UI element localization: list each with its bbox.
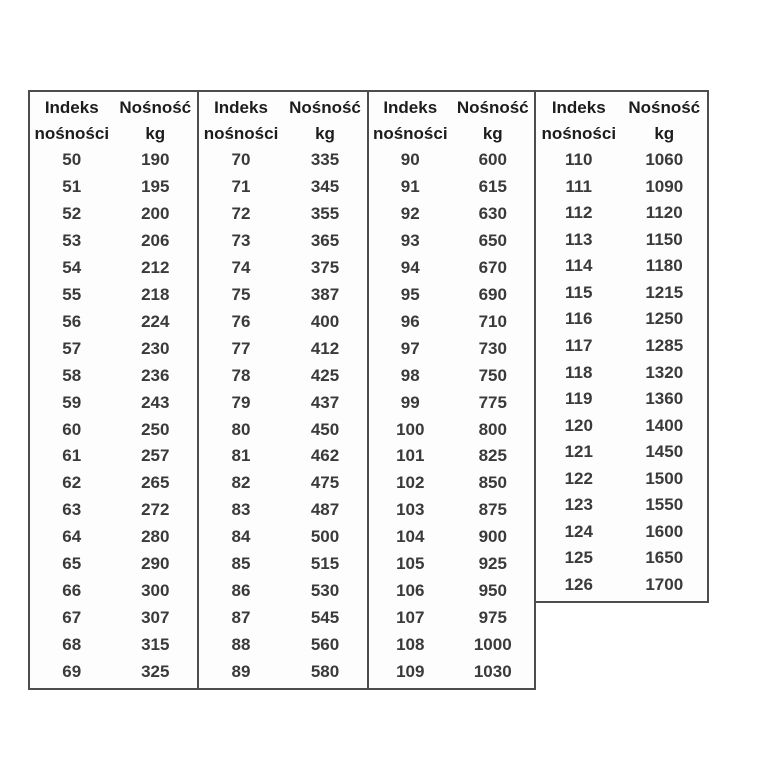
index-cell: 64: [62, 527, 82, 547]
table-row: [199, 308, 367, 335]
index-cell: 99: [400, 392, 420, 412]
header-index-label-line2: nośności: [372, 124, 448, 143]
index-cell: 114: [565, 256, 593, 276]
table-row: [536, 253, 707, 280]
index-cell: 116: [565, 309, 593, 329]
load-kg-cell: 710: [478, 311, 507, 331]
table-row: [369, 658, 534, 685]
index-cell: 117: [565, 335, 593, 355]
load-kg-cell: 1400: [645, 415, 684, 435]
table-row: [199, 443, 367, 470]
load-kg-cell: 365: [310, 231, 340, 251]
table-row: [30, 497, 197, 524]
header-index-label-line2: nośności: [34, 124, 110, 143]
load-kg-cell: 1215: [645, 282, 684, 302]
table-row: [369, 631, 534, 658]
table-row: [369, 362, 534, 389]
index-cell: 70: [231, 150, 251, 170]
table-row: [199, 389, 367, 416]
load-kg-cell: 1450: [645, 442, 684, 462]
load-kg-cell: 775: [478, 392, 507, 412]
table-row: [199, 416, 367, 443]
panel-body: [199, 147, 367, 688]
load-kg-cell: 412: [310, 338, 340, 358]
table-row: [199, 524, 367, 551]
load-kg-cell: 1090: [645, 176, 684, 196]
table-row: [369, 147, 534, 174]
load-kg-cell: 730: [478, 338, 507, 358]
index-cell: 61: [62, 446, 82, 466]
table-row: [369, 308, 534, 335]
load-kg-cell: 335: [310, 150, 340, 170]
index-cell: 75: [231, 284, 251, 304]
index-cell: 109: [396, 661, 425, 681]
table-row: [199, 578, 367, 605]
index-cell: 71: [231, 177, 251, 197]
index-cell: 72: [231, 204, 251, 224]
load-index-panel-50-69: [28, 90, 199, 690]
load-kg-cell: 475: [310, 473, 340, 493]
index-cell: 98: [400, 365, 420, 385]
table-row: [369, 228, 534, 255]
index-cell: 104: [396, 527, 425, 547]
load-kg-cell: 400: [310, 311, 340, 331]
table-row: [536, 386, 707, 413]
table-row: [536, 412, 707, 439]
load-kg-cell: 850: [478, 473, 507, 493]
load-index-panel-90-109: [367, 90, 536, 690]
load-kg-cell: 243: [141, 392, 170, 412]
index-cell: 122: [564, 468, 593, 488]
index-cell: 101: [396, 446, 425, 466]
index-cell: 77: [231, 338, 251, 358]
table-row: [536, 359, 707, 386]
index-cell: 84: [231, 527, 251, 547]
index-cell: 113: [565, 229, 593, 249]
table-row: [536, 545, 707, 572]
load-kg-cell: 1030: [473, 661, 512, 681]
table-row: [199, 551, 367, 578]
index-cell: 73: [231, 231, 251, 251]
load-kg-cell: 450: [310, 419, 340, 439]
index-cell: 56: [62, 311, 82, 331]
table-row: [536, 174, 707, 201]
table-row: [30, 228, 197, 255]
table-row: [199, 335, 367, 362]
load-kg-cell: 325: [141, 661, 170, 681]
load-kg-cell: 307: [141, 607, 170, 627]
table-row: [30, 282, 197, 309]
load-kg-cell: 690: [478, 284, 507, 304]
load-kg-cell: 236: [141, 365, 170, 385]
index-cell: 92: [400, 204, 420, 224]
load-kg-cell: 190: [141, 150, 170, 170]
index-cell: 97: [400, 338, 420, 358]
load-kg-cell: 650: [478, 231, 507, 251]
load-kg-cell: 462: [310, 446, 340, 466]
panel-body: [369, 147, 534, 688]
load-kg-cell: 515: [310, 554, 340, 574]
index-cell: 115: [565, 282, 593, 302]
index-cell: 67: [62, 607, 82, 627]
index-cell: 76: [231, 311, 251, 331]
table-row: [199, 362, 367, 389]
index-cell: 105: [396, 554, 425, 574]
table-row: [30, 604, 197, 631]
load-kg-cell: 630: [478, 204, 507, 224]
header-load-label-line1: Nośność: [628, 98, 701, 117]
load-kg-cell: 224: [141, 311, 170, 331]
load-kg-cell: 900: [478, 527, 507, 547]
table-row: [199, 147, 367, 174]
table-row: [30, 335, 197, 362]
table-row: [369, 443, 534, 470]
table-row: [30, 470, 197, 497]
load-kg-cell: 580: [310, 661, 340, 681]
table-row: [369, 578, 534, 605]
index-cell: 51: [62, 177, 82, 197]
load-kg-cell: 1550: [645, 495, 684, 515]
index-cell: 87: [231, 607, 251, 627]
table-row: [30, 551, 197, 578]
table-row: [30, 658, 197, 685]
table-row: [369, 470, 534, 497]
table-row: [30, 255, 197, 282]
table-row: [30, 389, 197, 416]
index-cell: 126: [564, 574, 593, 594]
load-kg-cell: 1250: [645, 309, 684, 329]
load-kg-cell: 425: [310, 365, 340, 385]
index-cell: 80: [231, 419, 251, 439]
load-kg-cell: 1000: [473, 634, 512, 654]
index-cell: 54: [62, 258, 82, 278]
index-cell: 62: [62, 473, 82, 493]
table-row: [369, 201, 534, 228]
load-kg-cell: 250: [141, 419, 170, 439]
table-row: [369, 497, 534, 524]
table-row: [536, 465, 707, 492]
table-row: [199, 282, 367, 309]
panel-body: [30, 147, 197, 688]
table-row: [199, 604, 367, 631]
header-load-label-line1: Nośność: [119, 98, 192, 117]
load-kg-cell: 300: [141, 580, 170, 600]
index-cell: 52: [62, 204, 82, 224]
table-row: [199, 658, 367, 685]
load-index-panel-70-89: [197, 90, 369, 690]
index-cell: 102: [396, 473, 425, 493]
load-kg-cell: 615: [478, 177, 507, 197]
index-cell: 57: [62, 338, 82, 358]
load-kg-cell: 375: [310, 258, 340, 278]
load-kg-cell: 1320: [645, 362, 684, 382]
load-kg-cell: 1120: [645, 203, 683, 223]
index-cell: 65: [62, 554, 82, 574]
index-cell: 111: [565, 176, 592, 196]
load-kg-cell: 670: [478, 258, 507, 278]
table-row: [536, 572, 707, 599]
load-kg-cell: 925: [478, 554, 507, 574]
table-row: [199, 255, 367, 282]
load-kg-cell: 1180: [645, 256, 683, 276]
table-row: [536, 518, 707, 545]
index-cell: 63: [62, 500, 82, 520]
load-kg-cell: 560: [310, 634, 340, 654]
table-row: [369, 604, 534, 631]
index-cell: 60: [62, 419, 82, 439]
table-row: [369, 551, 534, 578]
load-kg-cell: 545: [310, 607, 340, 627]
table-row: [369, 174, 534, 201]
index-cell: 91: [400, 177, 420, 197]
header-load-label-line1: Nośność: [289, 98, 361, 117]
table-row: [30, 578, 197, 605]
load-kg-cell: 315: [141, 634, 170, 654]
table-row: [30, 416, 197, 443]
table-row: [199, 497, 367, 524]
table-row: [199, 174, 367, 201]
load-kg-cell: 230: [141, 338, 170, 358]
load-kg-cell: 290: [141, 554, 170, 574]
index-cell: 121: [564, 442, 593, 462]
load-kg-cell: 195: [141, 177, 170, 197]
index-cell: 118: [565, 362, 593, 382]
header-index-label-line2: nośności: [203, 124, 279, 143]
header-load-label-line2: kg: [145, 124, 166, 143]
header-index-label-line1: Indeks: [44, 98, 99, 117]
index-cell: 74: [231, 258, 251, 278]
load-kg-cell: 257: [141, 446, 170, 466]
index-cell: 89: [231, 661, 251, 681]
load-kg-cell: 200: [141, 204, 170, 224]
load-kg-cell: 530: [310, 580, 340, 600]
index-cell: 59: [62, 392, 82, 412]
index-cell: 125: [564, 548, 593, 568]
index-cell: 95: [400, 284, 420, 304]
load-kg-cell: 500: [310, 527, 340, 547]
table-row: [369, 282, 534, 309]
table-row: [369, 524, 534, 551]
index-cell: 96: [400, 311, 420, 331]
table-row: [536, 439, 707, 466]
index-cell: 68: [62, 634, 82, 654]
table-row: [369, 389, 534, 416]
table-row: [536, 227, 707, 254]
load-kg-cell: 387: [310, 284, 340, 304]
load-index-table: [28, 90, 709, 690]
index-cell: 53: [62, 231, 82, 251]
index-cell: 79: [231, 392, 251, 412]
index-cell: 110: [565, 150, 593, 170]
load-kg-cell: 272: [141, 500, 170, 520]
load-kg-cell: 345: [310, 177, 340, 197]
index-cell: 82: [231, 473, 251, 493]
table-row: [30, 362, 197, 389]
load-kg-cell: 875: [478, 500, 507, 520]
index-cell: 103: [396, 500, 425, 520]
load-kg-cell: 265: [141, 473, 170, 493]
table-row: [536, 306, 707, 333]
index-cell: 107: [396, 607, 425, 627]
index-cell: 58: [62, 365, 82, 385]
header-index-label-line2: nośności: [541, 124, 617, 143]
load-kg-cell: 1285: [645, 335, 684, 355]
table-row: [199, 470, 367, 497]
load-kg-cell: 1600: [645, 521, 684, 541]
index-cell: 119: [565, 389, 593, 409]
table-row: [30, 308, 197, 335]
index-cell: 85: [231, 554, 251, 574]
load-kg-cell: 1700: [645, 574, 684, 594]
table-row: [536, 492, 707, 519]
panel-header: [536, 92, 707, 147]
table-row: [536, 200, 707, 227]
table-row: [369, 416, 534, 443]
index-cell: 50: [62, 150, 82, 170]
header-load-label-line2: kg: [654, 124, 675, 143]
index-cell: 123: [564, 495, 593, 515]
load-kg-cell: 1360: [645, 389, 684, 409]
table-row: [30, 174, 197, 201]
load-kg-cell: 825: [478, 446, 507, 466]
panel-header: [369, 92, 534, 147]
index-cell: 100: [396, 419, 425, 439]
index-cell: 69: [62, 661, 82, 681]
table-row: [30, 631, 197, 658]
table-row: [536, 147, 707, 174]
load-kg-cell: 355: [310, 204, 340, 224]
load-kg-cell: 1500: [645, 468, 684, 488]
index-cell: 86: [231, 580, 251, 600]
load-kg-cell: 1060: [645, 150, 684, 170]
index-cell: 88: [231, 634, 251, 654]
header-load-label-line2: kg: [482, 124, 503, 143]
index-cell: 94: [400, 258, 420, 278]
load-kg-cell: 950: [478, 580, 507, 600]
index-cell: 108: [396, 634, 425, 654]
index-cell: 78: [231, 365, 251, 385]
index-cell: 90: [400, 150, 420, 170]
load-kg-cell: 600: [478, 150, 507, 170]
header-index-label-line1: Indeks: [383, 98, 438, 117]
table-row: [199, 228, 367, 255]
load-kg-cell: 218: [141, 284, 170, 304]
index-cell: 106: [396, 580, 425, 600]
index-cell: 66: [62, 580, 82, 600]
index-cell: 81: [231, 446, 251, 466]
panel-body: [536, 147, 707, 601]
panel-header: [199, 92, 367, 147]
table-row: [369, 335, 534, 362]
load-kg-cell: 975: [478, 607, 507, 627]
index-cell: 93: [400, 231, 420, 251]
load-kg-cell: 750: [478, 365, 507, 385]
header-index-label-line1: Indeks: [551, 98, 606, 117]
panel-header: [30, 92, 197, 147]
table-row: [536, 280, 707, 307]
index-cell: 55: [62, 284, 82, 304]
table-row: [30, 443, 197, 470]
index-cell: 83: [231, 500, 251, 520]
load-kg-cell: 1650: [645, 548, 684, 568]
table-row: [199, 631, 367, 658]
load-index-panel-110-126: [534, 90, 709, 603]
load-kg-cell: 206: [141, 231, 170, 251]
header-index-label-line1: Indeks: [214, 98, 268, 117]
load-kg-cell: 437: [310, 392, 340, 412]
load-kg-cell: 487: [310, 500, 340, 520]
load-kg-cell: 800: [478, 419, 507, 439]
table-row: [30, 201, 197, 228]
load-kg-cell: 1150: [645, 229, 683, 249]
table-row: [199, 201, 367, 228]
index-cell: 112: [565, 203, 593, 223]
table-row: [30, 147, 197, 174]
table-row: [369, 255, 534, 282]
load-kg-cell: 212: [141, 258, 170, 278]
index-cell: 120: [564, 415, 593, 435]
index-cell: 124: [564, 521, 593, 541]
table-row: [536, 333, 707, 360]
load-kg-cell: 280: [141, 527, 170, 547]
table-row: [30, 524, 197, 551]
header-load-label-line2: kg: [315, 124, 335, 143]
header-load-label-line1: Nośność: [456, 98, 529, 117]
